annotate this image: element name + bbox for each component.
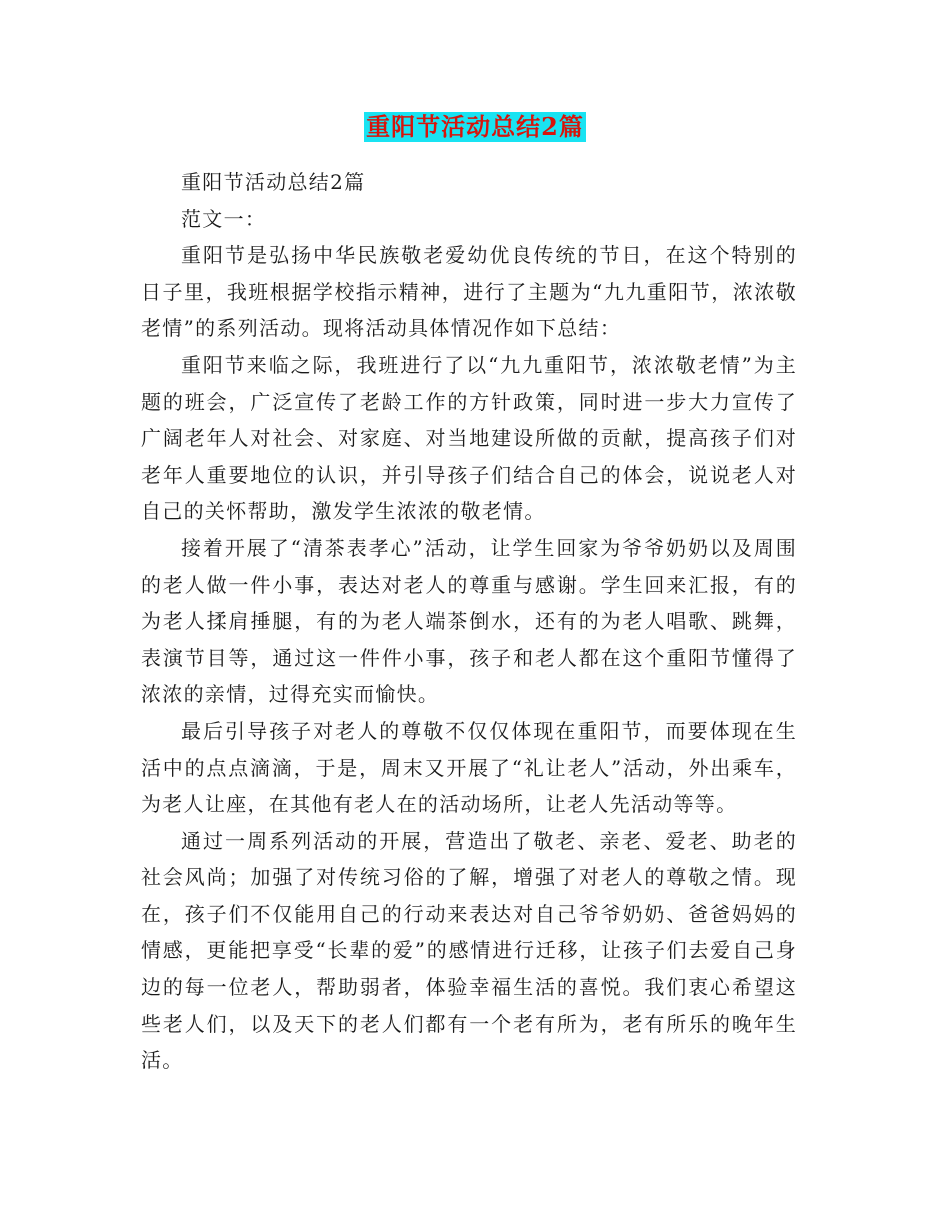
document-title: 重阳节活动总结2篇 [366, 112, 584, 141]
document-body [141, 164, 797, 1079]
paragraph-class-meeting: 重阳节来临之际，我班进行了以“九九重阳节，浓浓敬老情”为主题的班会，广泛宣传了老龄工作的方针政策，同时进一步大力宣传了广阔老年人对社会、对家庭、对当地建设所做的贡献，提高孩子们对老年人重要地位的认识，并引导孩子们结合自己的体会，说说老人对自己的关怀帮助，激发学生浓浓的敬老情。 [141, 352, 797, 524]
paragraph-courtesy-activity: 最后引导孩子对老人的尊敬不仅仅体现在重阳节，而要体现在生活中的点点滴滴，于是，周末又开展了“礼让老人”活动，外出乘车，为老人让座，在其他有老人在的活动场所，让老人先活动等等。 [141, 718, 797, 817]
paragraph-intro: 重阳节是弘扬中华民族敬老爱幼优良传统的节日，在这个特别的日子里，我班根据学校指示精神，进行了主题为“九九重阳节，浓浓敬老情”的系列活动。现将活动具体情况作如下总结： [141, 243, 797, 341]
title-container [0, 112, 950, 142]
paragraph-sample-label: 范文一： [181, 206, 267, 231]
paragraph-heading: 重阳节活动总结2篇 [181, 170, 366, 194]
paragraph-conclusion: 通过一周系列活动的开展，营造出了敬老、亲老、爱老、助老的社会风尚；加强了对传统习俗的了解，增强了对老人的尊敬之情。现在，孩子们不仅能用自己的行动来表达对自己爷爷奶奶、爸爸妈妈的情感，更能把享受“长辈的爱”的感情进行迁移，让孩子们去爱自己身边的每一位老人，帮助弱者，体验幸福生活的喜悦。我们衷心希望这些老人们，以及天下的老人们都有一个老有所为，老有所乐的晚年生活。 [141, 828, 797, 1073]
paragraph-tea-activity: 接着开展了“清茶表孝心”活动，让学生回家为爷爷奶奶以及周围的老人做一件小事，表达对老人的尊重与感谢。学生回来汇报，有的为老人揉肩捶腿，有的为老人端茶倒水，还有的为老人唱歌、跳舞，表演节目等，通过这一件件小事，孩子和老人都在这个重阳节懂得了浓浓的亲情，过得充实而愉快。 [141, 535, 797, 707]
